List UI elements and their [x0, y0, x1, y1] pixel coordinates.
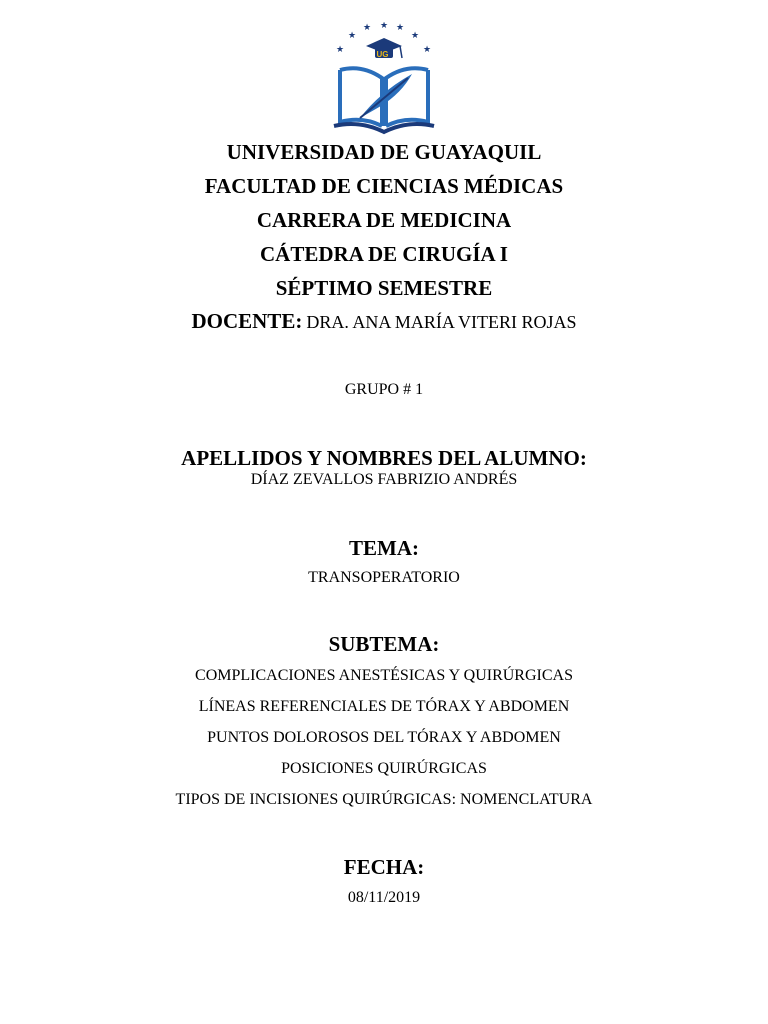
university-logo — [330, 22, 438, 136]
svg-text:★: ★ — [363, 22, 372, 32]
career-name: CARRERA DE MEDICINA — [256, 208, 512, 232]
topic-label: TEMA: — [349, 536, 419, 560]
svg-text:UG: UG — [376, 50, 389, 59]
university-name: UNIVERSIDAD DE GUAYAQUIL — [226, 140, 542, 164]
semester: SÉPTIMO SEMESTRE — [275, 276, 493, 300]
student-label: APELLIDOS Y NOMBRES DEL ALUMNO: — [181, 446, 587, 470]
subtopic-item: LÍNEAS REFERENCIALES DE TÓRAX Y ABDOMEN — [198, 698, 570, 715]
svg-text:★: ★ — [348, 30, 357, 40]
topic-value: TRANSOPERATORIO — [308, 569, 460, 586]
svg-text:★: ★ — [336, 44, 345, 54]
date-label: FECHA: — [343, 855, 425, 879]
teacher-line — [0, 309, 768, 334]
date-value: 08/11/2019 — [347, 889, 421, 906]
subtopic-item: COMPLICACIONES ANESTÉSICAS Y QUIRÚRGICAS — [195, 667, 573, 684]
subtopic-label: SUBTEMA: — [328, 632, 440, 656]
teacher-name: DRA. ANA MARÍA VITERI ROJAS — [306, 312, 577, 332]
faculty-name: FACULTAD DE CIENCIAS MÉDICAS — [204, 174, 564, 198]
teacher-label: DOCENTE: — [191, 309, 303, 333]
group-number: GRUPO # 1 — [344, 381, 424, 398]
svg-text:★: ★ — [380, 22, 389, 30]
svg-text:★: ★ — [423, 44, 432, 54]
graduation-cap-icon — [366, 38, 402, 59]
svg-text:★: ★ — [396, 22, 405, 32]
subtopic-item: PUNTOS DOLOROSOS DEL TÓRAX Y ABDOMEN — [207, 729, 561, 746]
subtopic-item: POSICIONES QUIRÚRGICAS — [281, 760, 487, 777]
student-name: DÍAZ ZEVALLOS FABRIZIO ANDRÉS — [250, 471, 518, 488]
svg-text:★: ★ — [411, 30, 420, 40]
subtopic-item: TIPOS DE INCISIONES QUIRÚRGICAS: NOMENCLATURA — [175, 791, 593, 808]
chair-name: CÁTEDRA DE CIRUGÍA I — [260, 242, 508, 266]
